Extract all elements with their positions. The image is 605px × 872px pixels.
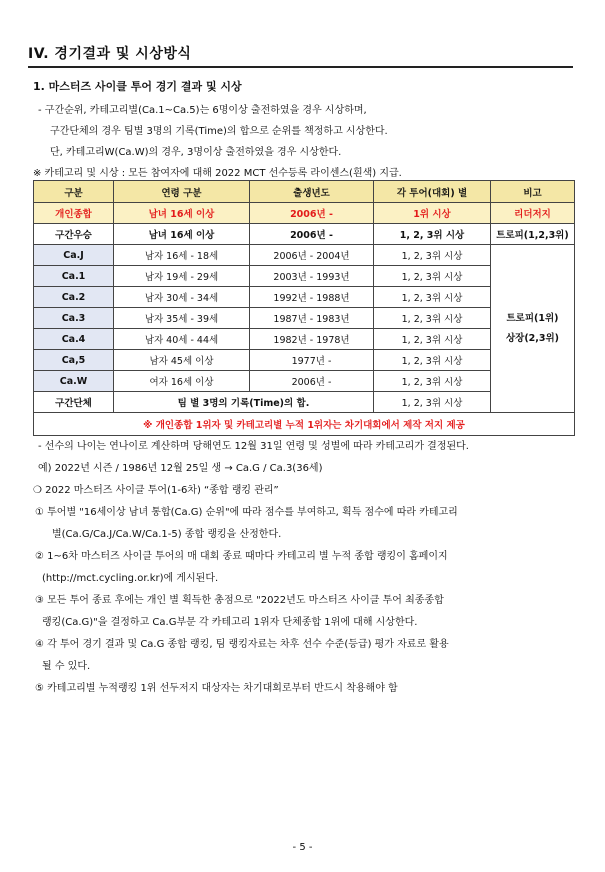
page-number: - 5 - (292, 842, 313, 853)
header-cell: 구분 (34, 181, 114, 203)
table-cell: 1, 2, 3위 시상 (374, 287, 491, 308)
table-cell: 1, 2, 3위 시상 (374, 308, 491, 329)
table-cell: 1992년 - 1988년 (250, 287, 374, 308)
paragraph-line: 예) 2022년 시즌 / 1986년 12월 25일 생 → Ca.G / Ca.3(36세) (38, 463, 323, 474)
category-cell: Ca.3 (34, 308, 114, 329)
table-cell: 남녀 16세 이상 (114, 203, 250, 224)
intro-note: ※ 카테고리 및 시상 : 모든 참여자에 대해 2022 MCT 선수등록 라이센스(흰색) 지급. (33, 168, 402, 179)
general-classification-row (34, 203, 575, 224)
category-cell: Ca.1 (34, 266, 114, 287)
subsection-title: 1. 마스터즈 사이클 투어 경기 결과 및 시상 (33, 80, 242, 93)
table-cell: 트로피(1,2,3위) (491, 224, 575, 245)
header-cell: 비고 (491, 181, 575, 203)
table-cell: 1987년 - 1983년 (250, 308, 374, 329)
paragraph-line: (http://mct.cycling.or.kr)에 게시된다. (42, 573, 219, 584)
table-cell: 남자 30세 - 34세 (114, 287, 250, 308)
remark-cell (491, 245, 575, 413)
table-cell: 2006년 - (250, 371, 374, 392)
table-cell: 구간단체 (34, 392, 114, 413)
table-cell: 여자 16세 이상 (114, 371, 250, 392)
table-cell: 1, 2, 3위 시상 (374, 245, 491, 266)
paragraph-line: - 선수의 나이는 연나이로 계산하며 당해연도 12월 31일 연령 및 성별에 따라 카테고리가 결정된다. (38, 441, 469, 452)
stage-win-row (34, 224, 575, 245)
header-cell: 각 투어(대회) 별 (374, 181, 491, 203)
table-cell: 개인종합 (34, 203, 114, 224)
category-cell: Ca,5 (34, 350, 114, 371)
table-note-row (34, 413, 575, 436)
table-cell: 남자 45세 이상 (114, 350, 250, 371)
intro-line: 단, 카테고리W(Ca.W)의 경우, 3명이상 출전하였을 경우 시상한다. (50, 147, 342, 158)
paragraph-line: 랭킹(Ca.G)"을 결정하고 Ca.G부문 각 카테고리 1위자 단체종합 1위에 대해 시상한다. (42, 617, 418, 628)
table-cell: 1, 2, 3위 시상 (374, 224, 491, 245)
category-cell: Ca.4 (34, 329, 114, 350)
paragraph-line: 별(Ca.G/Ca.J/Ca.W/Ca.1-5) 종합 랭킹을 산정한다. (52, 529, 282, 540)
title-underline (28, 66, 573, 68)
table-cell: 1, 2, 3위 시상 (374, 371, 491, 392)
table-cell: 1, 2, 3위 시상 (374, 350, 491, 371)
paragraph-line: ❍ 2022 마스터즈 사이클 투어(1-6차) “종합 랭킹 관리” (33, 485, 279, 496)
header-cell: 연령 구분 (114, 181, 250, 203)
table-row (34, 245, 575, 266)
table-cell: 2006년 - (250, 224, 374, 245)
paragraph-line: ② 1~6차 마스터즈 사이클 투어의 매 대회 종료 때마다 카테고리 별 누적 종합 랭킹이 홈페이지 (35, 551, 448, 562)
category-cell: Ca.2 (34, 287, 114, 308)
table-cell: 2006년 - 2004년 (250, 245, 374, 266)
table-cell: 1, 2, 3위 시상 (374, 329, 491, 350)
header-cell: 출생년도 (250, 181, 374, 203)
remark-line: 상장(2,3위) (505, 332, 560, 344)
table-cell: 남자 19세 - 29세 (114, 266, 250, 287)
award-table (33, 180, 575, 436)
table-cell: 1977년 - (250, 350, 374, 371)
table-cell: 남자 35세 - 39세 (114, 308, 250, 329)
table-cell: 1982년 - 1978년 (250, 329, 374, 350)
intro-line: - 구간순위, 카테고리별(Ca.1~Ca.5)는 6명이상 출전하였을 경우 시상하며, (38, 105, 367, 116)
category-cell: Ca.J (34, 245, 114, 266)
table-cell: 팀 별 3명의 기록(Time)의 합. (114, 392, 374, 413)
table-cell: 구간우승 (34, 224, 114, 245)
table-cell: 1위 시상 (374, 203, 491, 224)
table-cell: 남자 16세 - 18세 (114, 245, 250, 266)
table-cell: 1, 2, 3위 시상 (374, 392, 491, 413)
paragraph-line: ① 투어별 "16세이상 남녀 통합(Ca.G) 순위"에 따라 점수를 부여하고, 획득 점수에 따라 카테고리 (35, 507, 458, 518)
intro-line: 구간단체의 경우 팀별 3명의 기록(Time)의 합으로 순위를 책정하고 시상한다. (50, 126, 388, 137)
paragraph-line: ③ 모든 투어 종료 후에는 개인 별 획득한 총점으로 "2022년도 마스터즈 사이클 투어 최종종합 (35, 595, 444, 606)
remark-line: 트로피(1위) (506, 312, 559, 324)
table-cell: 2006년 - (250, 203, 374, 224)
table-header-row (34, 181, 575, 203)
paragraph-line: ④ 각 투어 경기 결과 및 Ca.G 종합 랭킹, 팀 랭킹자료는 차후 선수 수준(등급) 평가 자료로 활용 (35, 639, 449, 650)
table-cell: 1, 2, 3위 시상 (374, 266, 491, 287)
table-cell: 리더저지 (491, 203, 575, 224)
table-cell: 남자 40세 - 44세 (114, 329, 250, 350)
paragraph-line: ⑤ 카테고리별 누적랭킹 1위 선두저지 대상자는 차기대회로부터 반드시 착용해야 함 (35, 683, 398, 694)
section-title: IV. 경기결과 및 시상방식 (28, 46, 192, 62)
table-cell: 2003년 - 1993년 (250, 266, 374, 287)
category-cell: Ca.W (34, 371, 114, 392)
table-note: ※ 개인종합 1위자 및 카테고리별 누적 1위자는 차기대회에서 제작 저지 제공 (34, 413, 575, 436)
table-cell: 남녀 16세 이상 (114, 224, 250, 245)
paragraph-line: 될 수 있다. (42, 661, 91, 672)
